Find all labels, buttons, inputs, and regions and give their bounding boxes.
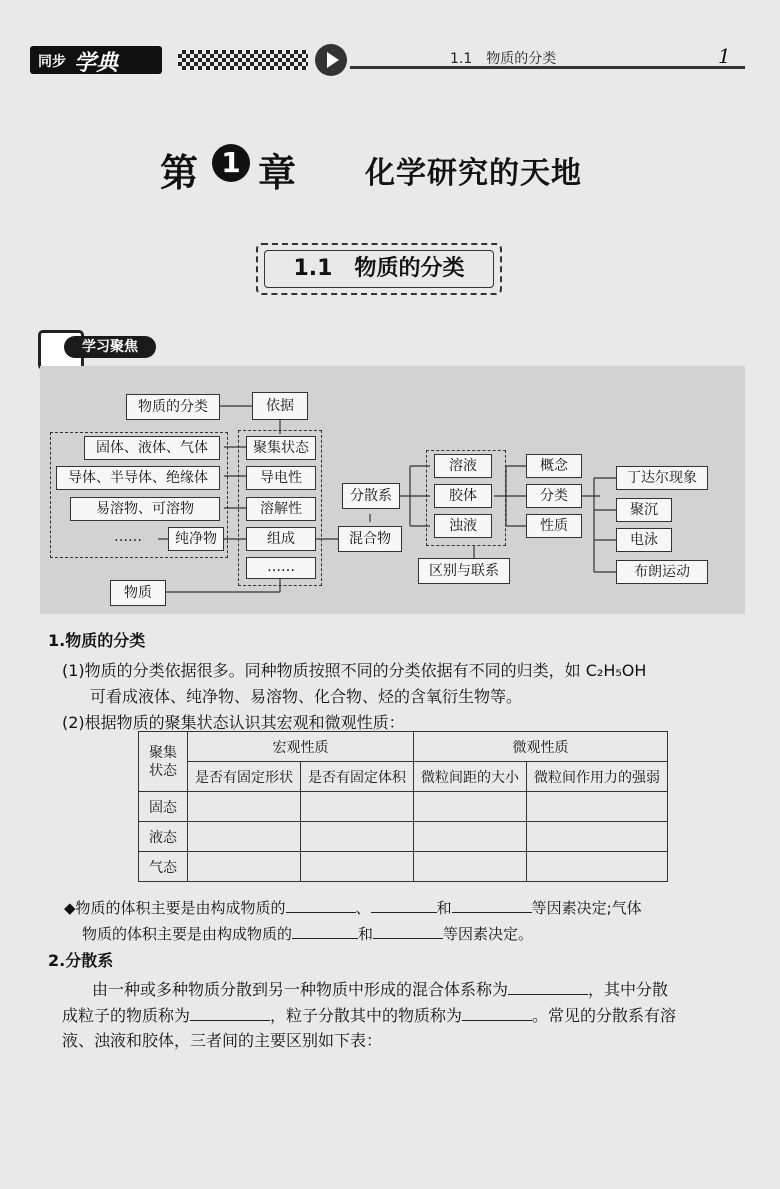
paragraph-1-line-2: 可看成液体、纯净物、易溶物、化合物、烃的含氧衍生物等。	[90, 687, 523, 706]
table-row	[139, 852, 668, 882]
study-focus-label: 学习聚焦	[64, 336, 156, 358]
note-line-2	[82, 922, 533, 945]
note2-b: 和	[358, 925, 374, 943]
sub-header-distance: 微粒间距的大小	[414, 762, 527, 792]
chapter-prefix: 第	[160, 150, 199, 195]
table-cell	[527, 852, 668, 882]
paragraph-4	[62, 1004, 676, 1027]
blank-3	[452, 896, 532, 913]
mixture-node: 混合物	[338, 526, 402, 552]
section-title: 1.1 物质的分类	[264, 250, 494, 288]
p4-b: ，粒子分散其中的物质称为	[270, 1006, 463, 1025]
chapter-suffix: 章	[258, 150, 297, 195]
note1-a: ◆物质的体积主要是由构成物质的	[64, 899, 286, 917]
blank-5	[373, 922, 443, 939]
criterion-conductivity: 导电性	[246, 466, 316, 490]
sub-header-volume: 是否有固定体积	[301, 762, 414, 792]
basis-node: 依据	[252, 392, 308, 420]
brand-logo	[30, 46, 162, 74]
criterion-solubility: 溶解性	[246, 497, 316, 521]
states-property-table	[138, 731, 668, 882]
heading-dispersion: 2.分散系	[48, 951, 114, 970]
row-solid: 固态	[139, 792, 188, 822]
row-liquid: 液态	[139, 822, 188, 852]
p3-b: ，其中分散	[588, 980, 669, 999]
p4-a: 成粒子的物质称为	[62, 1006, 191, 1025]
table-cell	[527, 792, 668, 822]
table-cell	[414, 852, 527, 882]
blank-2	[371, 896, 437, 913]
dispersion-node: 分散系	[342, 483, 400, 509]
blank-7	[190, 1004, 270, 1021]
chapter-number: 1	[212, 144, 250, 182]
blank-4	[292, 922, 358, 939]
item-ellipsis: ……	[114, 529, 142, 545]
paragraph-2: (2)根据物质的聚集状态认识其宏观和微观性质：	[62, 713, 405, 732]
brand-small: 同步	[38, 54, 66, 70]
table-cell	[527, 822, 668, 852]
coagulation-node: 聚沉	[616, 498, 672, 522]
p3-a: 由一种或多种物质分散到另一种物质中形成的混合体系称为	[92, 980, 509, 999]
p4-c: 。常见的分散系有溶	[532, 1006, 677, 1025]
category-node: 分类	[526, 484, 582, 508]
table-cell	[301, 792, 414, 822]
note1-d: 等因素决定;气体	[531, 899, 642, 917]
blank-1	[286, 896, 356, 913]
table-cell	[188, 852, 301, 882]
item-solubility: 易溶物、可溶物	[70, 497, 220, 521]
solution-node: 溶液	[434, 454, 492, 478]
table-cell	[414, 822, 527, 852]
table-row	[139, 792, 668, 822]
sub-header-shape: 是否有固定形状	[188, 762, 301, 792]
table-cell	[301, 822, 414, 852]
concept-map	[40, 366, 745, 614]
item-states: 固体、液体、气体	[84, 436, 220, 460]
relation-node: 区别与联系	[418, 558, 510, 584]
paragraph-5: 液、浊液和胶体，三者间的主要区别如下表：	[62, 1031, 383, 1050]
page-header	[30, 40, 750, 80]
criterion-state: 聚集状态	[246, 436, 316, 460]
table-row	[139, 822, 668, 852]
chapter-heading	[160, 142, 660, 195]
note-line-1	[64, 896, 642, 919]
micro-header: 微观性质	[414, 732, 668, 762]
play-icon	[315, 44, 347, 76]
paragraph-3	[92, 978, 668, 1001]
note2-c: 等因素决定。	[443, 925, 534, 943]
pure-substance-node: 纯净物	[168, 527, 224, 551]
colloid-node: 胶体	[434, 484, 492, 508]
table-cell	[188, 822, 301, 852]
table-cell	[301, 852, 414, 882]
blank-8	[462, 1004, 532, 1021]
concept-node: 概念	[526, 454, 582, 478]
header-section-title: 1.1 物质的分类	[450, 51, 557, 67]
tyndall-node: 丁达尔现象	[616, 466, 708, 490]
macro-header: 宏观性质	[188, 732, 414, 762]
paragraph-1-line-1: (1)物质的分类依据很多。同种物质按照不同的分类依据有不同的归类，如 C₂H₅OH	[62, 661, 647, 680]
suspension-node: 浊液	[434, 514, 492, 538]
criterion-ellipsis: ……	[246, 557, 316, 579]
criterion-composition: 组成	[246, 527, 316, 551]
table-cell	[188, 792, 301, 822]
item-conductivity: 导体、半导体、绝缘体	[56, 466, 220, 490]
brownian-node: 布朗运动	[616, 560, 708, 584]
sub-header-force: 微粒间作用力的强弱	[527, 762, 668, 792]
note1-c: 和	[436, 899, 452, 917]
electrophoresis-node: 电泳	[616, 528, 672, 552]
page-number: 1	[718, 44, 731, 68]
note1-b: 、	[355, 899, 371, 917]
section-heading	[256, 243, 502, 295]
classification-node: 物质的分类	[126, 394, 220, 420]
property-node: 性质	[526, 514, 582, 538]
chapter-title: 化学研究的天地	[365, 156, 582, 191]
heading-classification: 1.物质的分类	[48, 631, 146, 650]
substance-node: 物质	[110, 580, 166, 606]
blank-6	[508, 978, 588, 995]
table-corner: 聚集状态	[139, 732, 188, 792]
brand-big: 学典	[74, 51, 119, 76]
study-focus-tag	[38, 330, 158, 364]
table-cell	[414, 792, 527, 822]
checker-decoration	[178, 50, 308, 70]
note2-a: 物质的体积主要是由构成物质的	[82, 925, 293, 943]
row-gas: 气态	[139, 852, 188, 882]
